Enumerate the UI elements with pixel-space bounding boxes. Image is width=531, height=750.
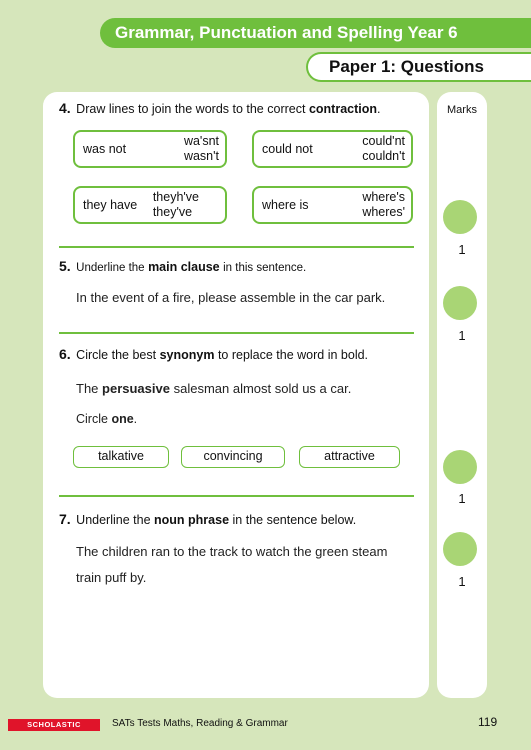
word-box-where-is[interactable] bbox=[252, 186, 413, 224]
prompt-text: Circle the best bbox=[76, 348, 157, 362]
word-label: where is bbox=[262, 198, 309, 212]
prompt-keyword: synonym bbox=[159, 348, 215, 362]
contraction-options bbox=[184, 134, 219, 164]
divider bbox=[59, 246, 414, 248]
question-7-sentence[interactable] bbox=[76, 539, 387, 591]
question-7-prompt bbox=[59, 511, 356, 527]
mark-value: 1 bbox=[458, 242, 466, 257]
marks-label: Marks bbox=[447, 104, 477, 116]
page-number: 119 bbox=[478, 715, 498, 729]
header-subtitle: Paper 1: Questions bbox=[306, 52, 531, 82]
sentence-line: The children ran to the track to watch the green steam bbox=[76, 544, 388, 559]
contraction-options bbox=[362, 134, 405, 164]
prompt-text-end: . bbox=[377, 102, 381, 116]
mark-circle[interactable] bbox=[443, 200, 477, 234]
publisher-logo: SCHOLASTIC bbox=[8, 719, 100, 731]
contraction-options bbox=[153, 190, 199, 220]
option-convincing[interactable]: convincing bbox=[181, 446, 285, 468]
contraction-option[interactable]: theyh've bbox=[152, 190, 199, 204]
divider bbox=[59, 332, 414, 334]
prompt-text: Draw lines to join the words to the correct bbox=[76, 102, 306, 116]
prompt-keyword: main clause bbox=[148, 260, 220, 274]
contraction-options bbox=[362, 190, 405, 220]
contraction-option[interactable]: where's bbox=[362, 190, 405, 204]
instruction-text-end: . bbox=[133, 412, 138, 426]
mark-circle[interactable] bbox=[443, 450, 477, 484]
option-attractive[interactable]: attractive bbox=[299, 446, 400, 468]
word-box-they-have[interactable] bbox=[73, 186, 227, 224]
word-box-was-not[interactable] bbox=[73, 130, 227, 168]
word-label: was not bbox=[83, 142, 127, 156]
sentence-text: The bbox=[76, 381, 99, 396]
prompt-text-end: in the sentence below. bbox=[232, 513, 357, 527]
header-title: Grammar, Punctuation and Spelling Year 6 bbox=[100, 18, 531, 48]
question-number: 5. bbox=[59, 258, 71, 274]
questions-panel bbox=[43, 92, 429, 698]
question-number: 4. bbox=[59, 100, 71, 116]
word-box-could-not[interactable] bbox=[252, 130, 413, 168]
instruction-bold: one bbox=[111, 412, 134, 426]
option-talkative[interactable]: talkative bbox=[73, 446, 169, 468]
instruction-text: Circle bbox=[76, 412, 108, 426]
prompt-keyword: noun phrase bbox=[154, 513, 230, 527]
contraction-option[interactable]: wheres' bbox=[362, 205, 405, 219]
mark-value: 1 bbox=[458, 574, 466, 589]
mark-circle[interactable] bbox=[443, 532, 477, 566]
contraction-option[interactable]: wasn't bbox=[183, 149, 219, 163]
contraction-option[interactable]: wa'snt bbox=[183, 134, 219, 148]
question-6-prompt bbox=[59, 346, 368, 362]
word-label: they have bbox=[83, 198, 138, 212]
question-6-sentence bbox=[76, 376, 351, 402]
prompt-text-end: in this sentence. bbox=[223, 262, 307, 274]
sentence-text: salesman almost sold us a car. bbox=[173, 381, 352, 396]
prompt-text: Underline the bbox=[76, 262, 145, 274]
prompt-text-end: to replace the word in bold. bbox=[217, 348, 369, 362]
question-5-prompt bbox=[59, 258, 306, 274]
question-number: 6. bbox=[59, 346, 71, 362]
circle-instruction bbox=[76, 406, 137, 432]
question-number: 7. bbox=[59, 511, 71, 527]
contraction-option[interactable]: could'nt bbox=[362, 134, 405, 148]
mark-value: 1 bbox=[458, 328, 466, 343]
mark-circle[interactable] bbox=[443, 286, 477, 320]
sentence-bold-word: persuasive bbox=[102, 381, 170, 396]
book-title: SATs Tests Maths, Reading & Grammar bbox=[112, 718, 288, 729]
question-5-sentence[interactable]: In the event of a fire, please assemble in the car park. bbox=[76, 290, 386, 305]
word-label: could not bbox=[262, 142, 313, 156]
mark-value: 1 bbox=[458, 491, 466, 506]
divider bbox=[59, 495, 414, 497]
prompt-text: Underline the bbox=[76, 513, 151, 527]
contraction-option[interactable]: couldn't bbox=[362, 149, 405, 163]
prompt-keyword: contraction bbox=[308, 102, 377, 116]
marks-panel bbox=[437, 92, 487, 698]
question-4-prompt bbox=[59, 100, 380, 116]
sentence-line: train puff by. bbox=[76, 570, 147, 585]
contraction-option[interactable]: they've bbox=[152, 205, 193, 219]
